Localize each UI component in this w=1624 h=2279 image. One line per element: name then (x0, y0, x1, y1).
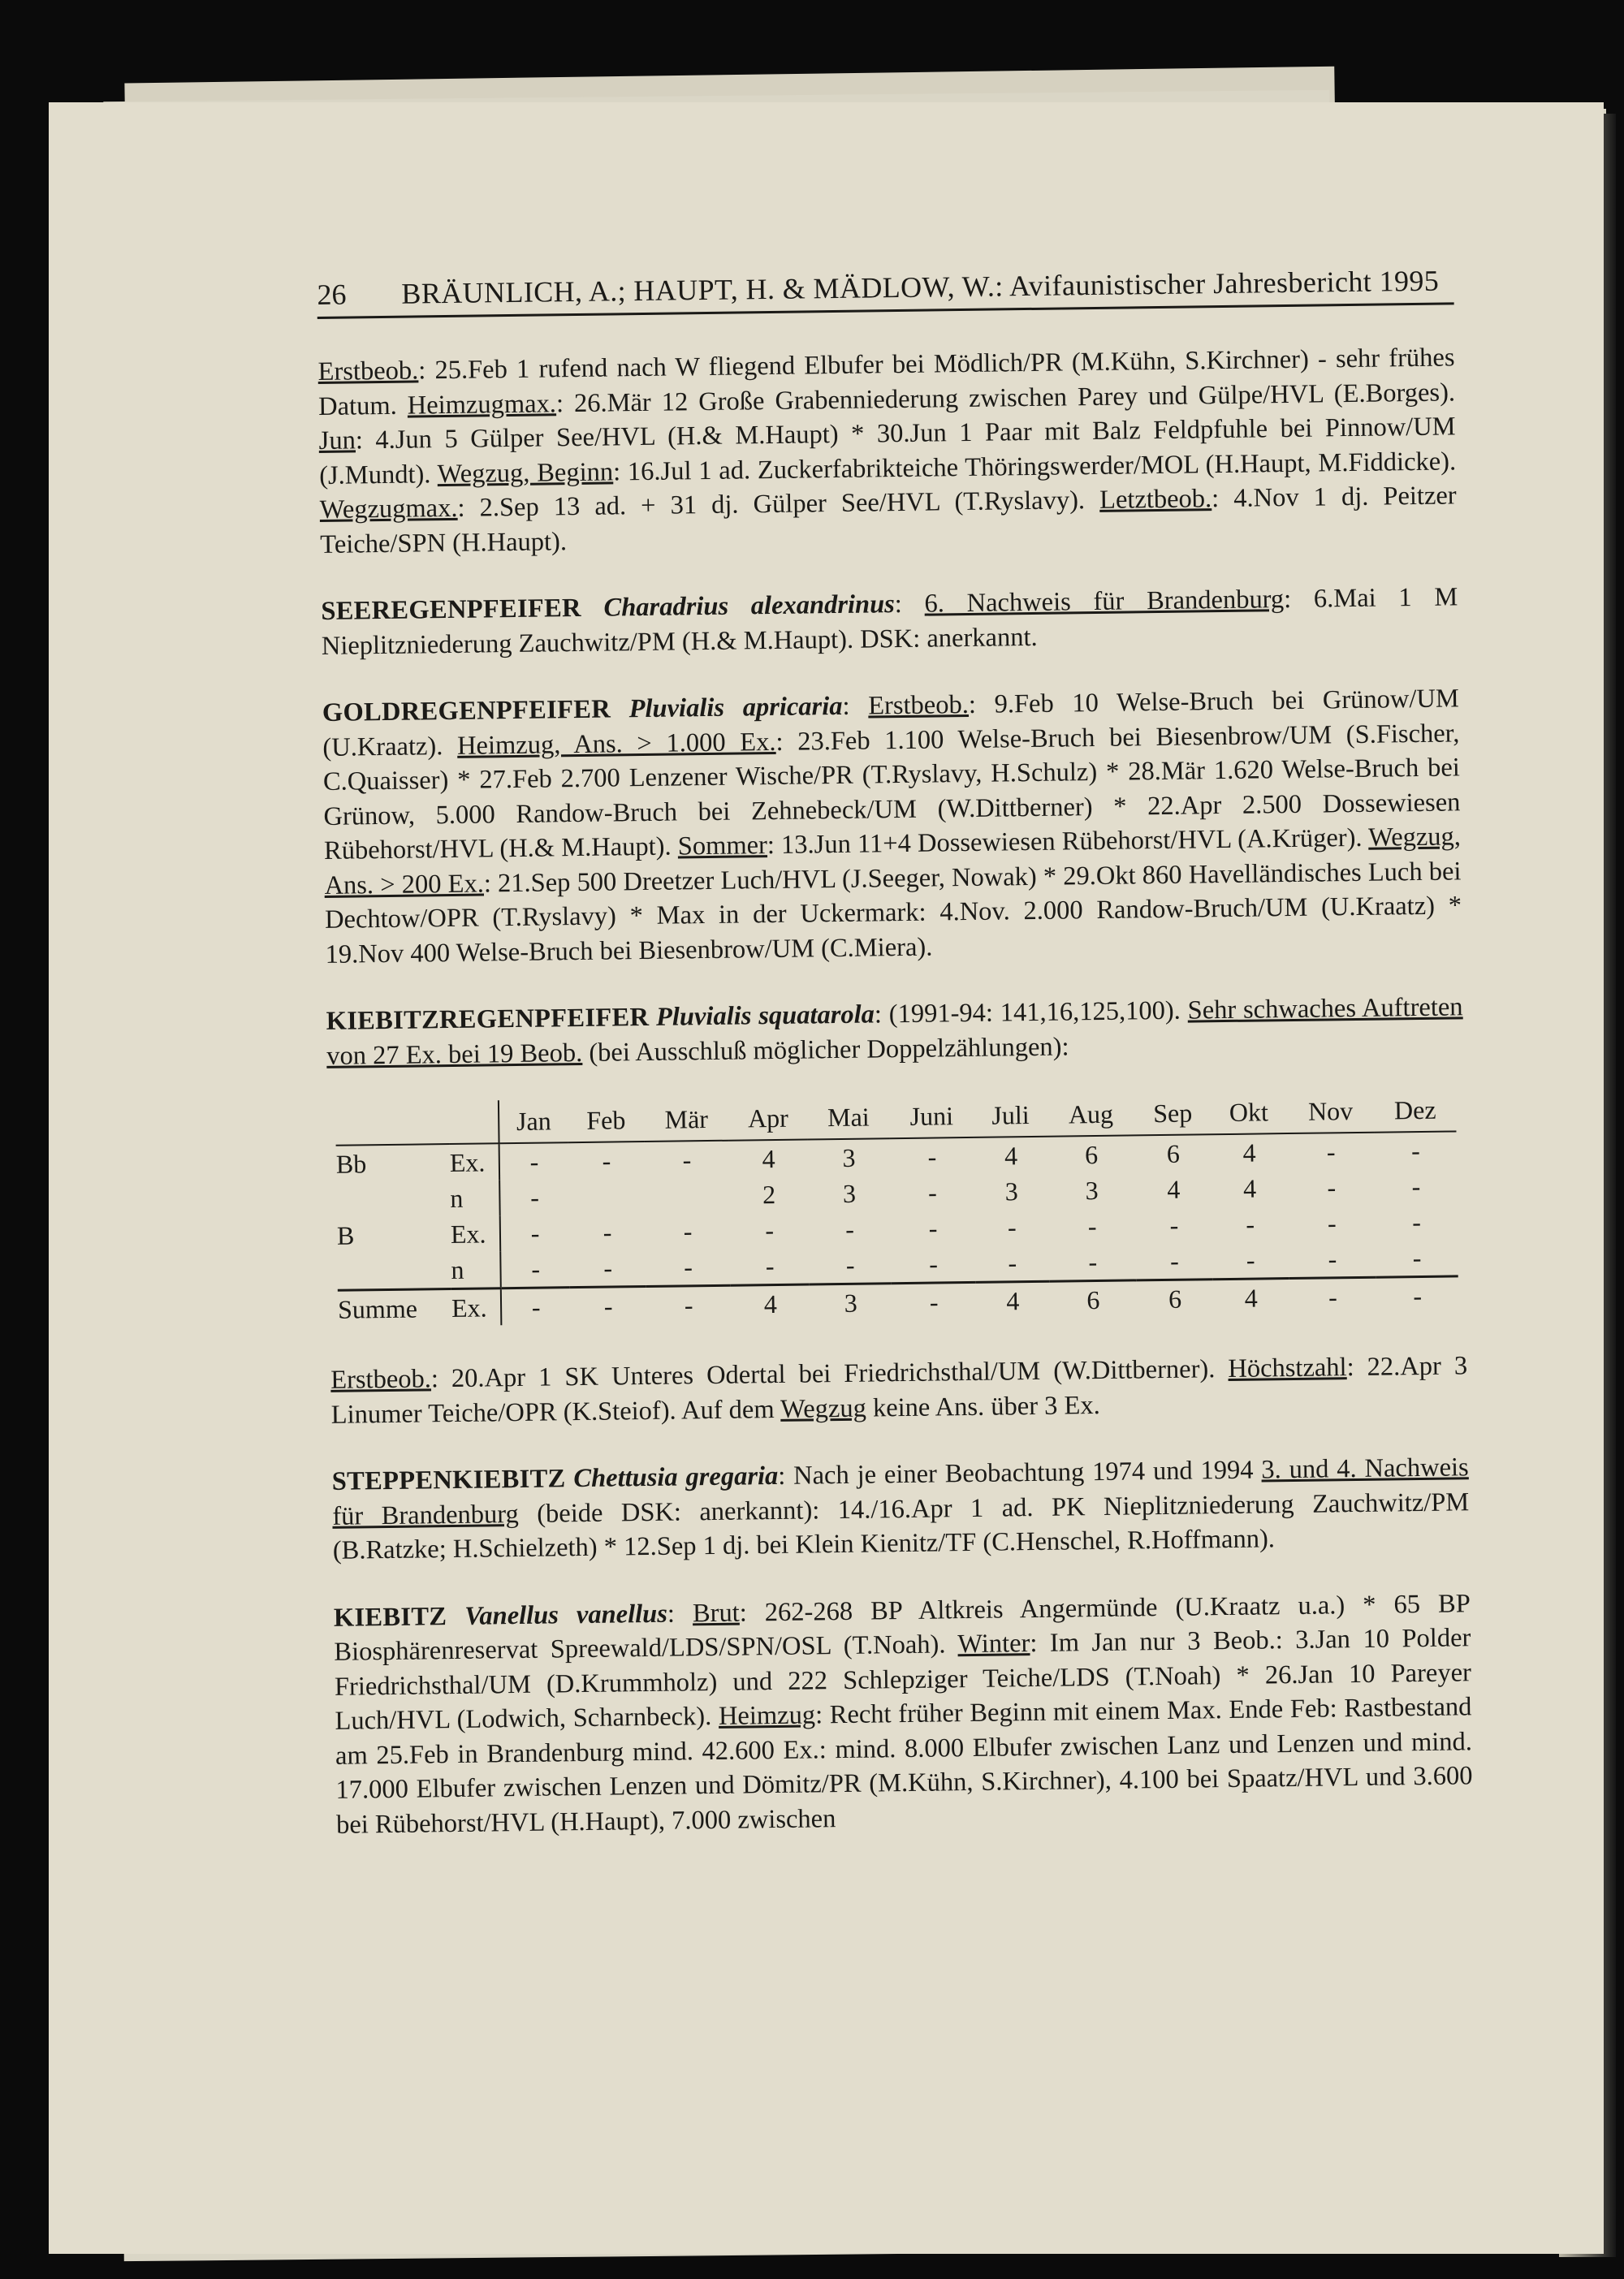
table-cell: - (1008, 1248, 1017, 1278)
paragraph-kiebitzregenpfeifer (326, 990, 1463, 1073)
month-header: Sep (1134, 1091, 1211, 1135)
species-name: GOLDREGENPFEIFER (322, 694, 611, 727)
scientific-name: Pluvialis squatarola (655, 999, 875, 1032)
table-cell: - (1327, 1208, 1337, 1238)
table-cell: - (570, 1286, 646, 1324)
table-cell: 4 (1167, 1174, 1181, 1204)
label-heimzug: Heimzug, Ans. > 1.000 Ex. (456, 727, 776, 761)
table-cell: - (1376, 1276, 1458, 1314)
table-cell: - (765, 1215, 775, 1245)
table-cell: - (1169, 1210, 1179, 1240)
table-cell: 4 (976, 1281, 1050, 1319)
table-cell: - (1289, 1277, 1376, 1315)
table-cell: - (1327, 1172, 1337, 1202)
table-cell: - (529, 1182, 540, 1212)
text: : 6.Mai 1 M Nieplitzniederung Zauchwitz/PM (H.& M.Haupt). DSK: anerkannt. (321, 582, 1458, 661)
label-erstbeob: Erstbeob. (317, 356, 419, 386)
label-heimzug: Heimzug (718, 1700, 816, 1731)
text: : 262-268 BP Altkreis Angermünde (U.Kraatz u.a.) * 65 BP Biosphärenreservat Spreewald/LDS/SPN/OSL (T.Noah). (334, 1588, 1471, 1667)
table-cell: - (530, 1218, 540, 1248)
label-letztbeob: Letztbeob. (1099, 484, 1212, 515)
table-cell: - (1410, 1135, 1420, 1165)
table-cell: 4 (1242, 1137, 1256, 1168)
table-cell: 3 (1085, 1175, 1099, 1205)
label-erstbeob: Erstbeob. (867, 689, 970, 721)
label-brut: Brut (692, 1598, 740, 1628)
table-cell: 6 (1166, 1138, 1181, 1168)
species-name: STEPPENKIEBITZ (331, 1464, 566, 1496)
table-cell: - (765, 1250, 775, 1280)
table-cell: - (1411, 1171, 1421, 1201)
paragraph-intro (317, 340, 1457, 562)
text: : 25.Feb 1 rufend nach W fliegend Elbufer bei Mödlich/PR (M.Kühn, S.Kirchner) - sehr frühes Datum. (317, 343, 1455, 421)
table-cell: - (603, 1253, 613, 1283)
row-group: Bb (335, 1149, 367, 1179)
text: : 9.Feb 10 Welse-Bruch bei Grünow/UM (U.Kraatz). (322, 684, 1460, 762)
species-name: KIEBITZREGENPFEIFER (326, 1002, 650, 1036)
label-heimzugmax: Heimzugmax. (407, 388, 557, 421)
table-cell: - (1246, 1245, 1255, 1275)
table-cell: 4 (1004, 1140, 1018, 1171)
table-cell: - (646, 1285, 732, 1323)
text: : (842, 691, 869, 721)
scientific-name: Charadrius alexandrinus (603, 589, 896, 623)
paragraph-goldregenpfeifer (322, 681, 1462, 972)
text: : 23.Feb 1.100 Welse-Bruch bei Biesenbrow/UM (S.Fischer, C.Quaisser) * 27.Feb 2.700 Lenzener Wische/PR (T.Ryslavy, H.Schulz) * 28.Mär 1.620 Welse-Bruch bei Grünow, 5.000 Randow-Bruch bei Zehnebeck/UM (W.Dittberner) * 22.Apr 2.500 Dossewiesen Rübehorst/HVL (H.& M.Haupt). (322, 718, 1461, 865)
scientific-name: Pluvialis apricaria (628, 691, 843, 724)
row-measure: Ex. (451, 1215, 501, 1252)
text: : Im Jan nur 3 Beob.: 3.Jan 10 Polder Friedrichsthal/UM (D.Krummholz) und 222 Schlepziger Teiche/LDS (T.Noah) * 26.Jan 10 Pareyer Luch/HVL (Lodwich, Scharnbeck). (334, 1623, 1472, 1736)
text: : 21.Sep 500 Dreetzer Luch/HVL (J.Seeger, Nowak) * 29.Okt 860 Havelländisches Luch bei Dechtow/OPR (T.Ryslavy) * Max in der Uckermark: 4.Nov. 2.000 Randow-Bruch/UM (U.Kraatz) * 19.Nov 400 Welse-Bruch bei Biesenbrow/UM (C.Miera). (324, 856, 1462, 969)
row-measure: n (451, 1251, 501, 1288)
month-header: Mai (807, 1095, 889, 1139)
month-header: Nov (1286, 1090, 1374, 1133)
table-cell: 2 (762, 1179, 776, 1209)
text: : 2.Sep 13 ad. + 31 dj. Gülper See/HVL (T.Ryslavy). (457, 485, 1100, 523)
month-header: Juni (889, 1094, 974, 1138)
table-cell: 3 (842, 1142, 856, 1172)
table-cell: - (602, 1146, 611, 1176)
text: : 22.Apr 3 Linumer Teiche/OPR (K.Steiof). Auf dem (330, 1351, 1468, 1430)
table-cell: - (1007, 1212, 1017, 1242)
text: (bei Ausschluß möglicher Doppelzählungen): (581, 1031, 1069, 1068)
label-erstbeob: Erstbeob. (330, 1364, 432, 1395)
table-cell: - (683, 1216, 693, 1246)
table-cell: 4 (1213, 1279, 1289, 1317)
table-cell: 6 (1049, 1280, 1137, 1319)
label-hoechstzahl: Höchstzahl (1228, 1353, 1347, 1384)
month-header: Juli (974, 1094, 1047, 1137)
row-group: B (336, 1220, 355, 1250)
table-cell: - (684, 1252, 693, 1282)
table-cell: - (501, 1288, 571, 1326)
paragraph-kiebitz (334, 1586, 1474, 1842)
table-cell: - (927, 1177, 938, 1207)
label-winter: Winter (957, 1629, 1030, 1660)
table-cell: - (1412, 1242, 1422, 1272)
table-cell: - (1246, 1209, 1255, 1239)
table-cell: - (845, 1214, 855, 1244)
table-cell: 4 (1242, 1173, 1257, 1203)
label-sommer: Sommer (677, 831, 768, 861)
text: : Nach je einer Beobachtung 1974 und 1994 (778, 1455, 1262, 1491)
text: : (667, 1598, 693, 1629)
paragraph-steppenkiebitz (332, 1450, 1470, 1568)
page-number: 26 (317, 278, 347, 311)
table-cell: - (531, 1254, 541, 1284)
row-group (336, 1181, 451, 1218)
page-content (317, 253, 1473, 1841)
table-cell: 6 (1084, 1139, 1099, 1169)
observation-table (335, 1088, 1458, 1327)
table-cell: - (1411, 1206, 1422, 1237)
label-nachweis: 6. Nachweis für Brandenburg (924, 585, 1285, 619)
month-header: Aug (1047, 1092, 1134, 1136)
table-header-cell (449, 1100, 499, 1144)
table-cell: - (1087, 1211, 1097, 1241)
text: keine Ans. über 3 Ex. (866, 1390, 1100, 1423)
table-cell: - (929, 1249, 939, 1279)
label-wegzug: Wegzug (780, 1393, 867, 1424)
month-header: Okt (1211, 1090, 1287, 1134)
scientific-name: Vanellus vanellus (464, 1599, 668, 1631)
species-name: KIEBITZ (333, 1601, 447, 1633)
table-cell: - (529, 1146, 539, 1176)
text: : 13.Jun 11+4 Dossewiesen Rübehorst/HVL (A.Krüger). (767, 822, 1369, 861)
text: : (1991-94: 141,16,125,100). (874, 995, 1188, 1029)
table-cell: - (928, 1213, 938, 1243)
species-name: SEEREGENPFEIFER (321, 593, 582, 626)
month-header: Apr (728, 1096, 808, 1140)
table-cell: 4 (762, 1143, 775, 1173)
table-cell: - (682, 1145, 692, 1175)
row-measure: Ex. (450, 1143, 500, 1181)
table-header-cell (335, 1101, 450, 1146)
table-cell: - (1088, 1246, 1098, 1276)
row-group (337, 1252, 451, 1290)
text: : Recht früher Beginn mit einem Max. Ende Feb: Rastbestand am 25.Feb in Brandenburg mind. 42.600 Ex.: mind. 8.000 Elbufer zwischen Lanz und Lenzen und mind. 17.000 Elbufer zwischen Lenzen und Dömitz/PR (M.Kühn, S.Kirchner), 4.100 bei Spaatz/HVL und 3.600 bei Rübehorst/HVL (H.Haupt), 7.000 zwischen (335, 1692, 1473, 1840)
scientific-name: Chettusia gregaria (573, 1461, 779, 1494)
text: : 4.Jun 5 Gülper See/HVL (H.& M.Haupt) * 30.Jun 1 Paar mit Balz Feldpfuhle bei Pinnow/UM (J.Mundt). (318, 412, 1456, 490)
row-measure: n (450, 1180, 500, 1216)
month-header: Dez (1374, 1088, 1456, 1132)
table-cell: 4 (731, 1284, 810, 1323)
row-group: Summe (338, 1289, 452, 1327)
table-cell: - (927, 1142, 937, 1172)
table-cell: 3 (1004, 1176, 1018, 1206)
table-cell: - (603, 1217, 612, 1247)
table-cell: - (1326, 1137, 1336, 1167)
row-measure: Ex. (451, 1288, 502, 1326)
month-header: Jan (499, 1099, 568, 1143)
table-cell: - (1328, 1244, 1337, 1274)
table-cell: 3 (842, 1178, 857, 1208)
table-cell (568, 1178, 645, 1215)
table-cell: - (1169, 1245, 1180, 1275)
text: : 16.Jul 1 ad. Zuckerfabrikteiche Thöringswerder/MOL (H.Haupt, M.Fiddicke). (612, 446, 1457, 486)
text: (beide DSK: anerkannt): 14./16.Apr 1 ad. PK Nieplitzniederung Zauchwitz/PM (B.Ratzke; H.Schielzeth) * 12.Sep 1 dj. bei Klein Kienitz/TF (C.Henschel, R.Hoffmann). (332, 1487, 1470, 1565)
header-title: BRÄUNLICH, A.; HAUPT, H. & MÄDLOW, W.: Avifaunistischer Jahresbericht 1995 (401, 264, 1440, 310)
table-cell: 3 (810, 1284, 892, 1322)
text: : 20.Apr 1 SK Unteres Odertal bei Friedrichsthal/UM (W.Dittberner). (430, 1354, 1229, 1394)
table-cell: - (892, 1282, 977, 1320)
label-wegzugmax: Wegzugmax. (319, 493, 458, 524)
text: : 4.Nov 1 dj. Peitzer Teiche/SPN (H.Haupt). (320, 481, 1457, 559)
label-wegzug: Wegzug, Ans. > 200 Ex. (324, 822, 1462, 900)
label-nachweis: 3. und 4. Nachweis für Brandenburg (332, 1452, 1469, 1531)
paragraph-seeregenpfeifer (321, 580, 1458, 663)
table-cell (645, 1177, 730, 1214)
table-cell: 6 (1137, 1280, 1213, 1318)
paragraph-kiebitzregenpfeifer-details (330, 1349, 1468, 1432)
label-wegzug-beginn: Wegzug, Beginn (437, 456, 614, 489)
text: : 26.Mär 12 Große Grabenniederung zwischen Parey und Gülpe/HVL (E.Borges). (555, 377, 1456, 418)
label-jun: Jun (318, 425, 356, 455)
label-auftreten: Sehr schwaches Auftreten von 27 Ex. bei 19 Beob. (326, 992, 1463, 1071)
text: : (894, 589, 925, 619)
table-cell: - (845, 1250, 855, 1280)
month-header: Mär (644, 1098, 729, 1142)
month-header: Feb (568, 1098, 644, 1142)
